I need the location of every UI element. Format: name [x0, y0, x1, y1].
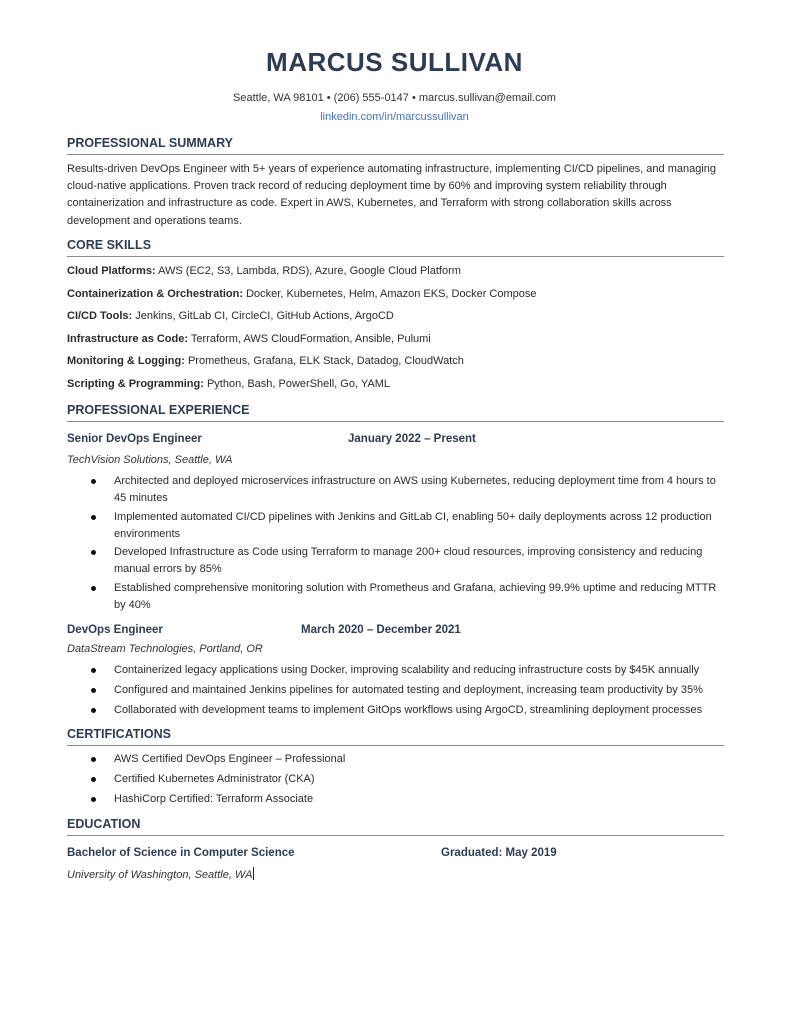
job-title: DevOps Engineer — [67, 624, 163, 636]
summary-text: Results-driven DevOps Engineer with 5+ years of experience automating infrastructure, implementing CI/CD pipelines, and managing cloud-native applications. Proven track record of reducing deployment time by 60% and improving system reliability through containerization and infrastructure as code. Expert in AWS, Kubernetes, and Terraform with strong collaboration skills across development and operations teams. — [67, 163, 717, 227]
job-bullet: Developed Infrastructure as Code using Terraform to manage 200+ cloud resources, improving consistency and reducing manual errors by 85% — [114, 546, 703, 575]
bullet-icon — [91, 586, 96, 591]
text-cursor — [253, 867, 254, 880]
section-heading-skills: CORE SKILLS — [67, 238, 724, 257]
school-line[interactable] — [67, 867, 254, 881]
job-company: DataStream Technologies, Portland, OR — [67, 643, 263, 655]
section-heading-experience: PROFESSIONAL EXPERIENCE — [67, 403, 724, 422]
bullet-icon — [91, 668, 96, 673]
skill-label: Cloud Platforms: — [67, 265, 156, 277]
bullet-icon — [91, 797, 96, 802]
bullet-icon — [91, 688, 96, 693]
section-heading-education: EDUCATION — [67, 817, 724, 836]
job-bullet: Collaborated with development teams to implement GitOps workflows using ArgoCD, streamlining deployment processes — [114, 704, 703, 716]
contact-line: Seattle, WA 98101 • (206) 555-0147 • marcus.sullivan@email.com — [233, 92, 556, 104]
skill-row — [67, 288, 727, 300]
certification-item: Certified Kubernetes Administrator (CKA) — [114, 773, 315, 785]
job-bullet: Implemented automated CI/CD pipelines with Jenkins and GitLab CI, enabling 50+ daily deployments across 12 production environments — [114, 511, 712, 540]
bullet-icon — [91, 515, 96, 520]
section-heading-certifications: CERTIFICATIONS — [67, 727, 724, 746]
candidate-name: MARCUS SULLIVAN — [266, 47, 523, 77]
school-name: University of Washington, Seattle, WA — [67, 869, 253, 881]
certification-item: HashiCorp Certified: Terraform Associate — [114, 793, 314, 805]
bullet-icon — [91, 757, 96, 762]
skill-row — [67, 378, 727, 390]
bullet-icon — [91, 777, 96, 782]
section-heading-summary: PROFESSIONAL SUMMARY — [67, 136, 724, 155]
skill-row — [67, 310, 727, 322]
bullet-icon — [91, 479, 96, 484]
bullet-icon — [91, 550, 96, 555]
bullet-icon — [91, 708, 96, 713]
certification-item: AWS Certified DevOps Engineer – Professional — [114, 753, 346, 765]
job-bullet: Established comprehensive monitoring solution with Prometheus and Grafana, achieving 99.9% uptime and reducing MTTR by 40% — [114, 582, 717, 611]
job-bullet: Architected and deployed microservices infrastructure on AWS using Kubernetes, reducing deployment time from 4 hours to 45 minutes — [114, 475, 716, 504]
skill-label: Containerization & Orchestration: — [67, 288, 244, 300]
graduation-date: Graduated: May 2019 — [441, 847, 557, 859]
skill-label: Monitoring & Logging: — [67, 355, 185, 367]
skill-value: Prometheus, Grafana, ELK Stack, Datadog, CloudWatch — [187, 355, 464, 367]
skill-value: AWS (EC2, S3, Lambda, RDS), Azure, Google Cloud Platform — [158, 265, 461, 277]
skill-value: Jenkins, GitLab CI, CircleCI, GitHub Actions, ArgoCD — [135, 310, 394, 322]
job-bullet: Containerized legacy applications using Docker, improving scalability and reducing infrastructure costs by $45K annually — [114, 664, 700, 676]
job-dates: March 2020 – December 2021 — [301, 624, 461, 636]
linkedin-link[interactable]: linkedin.com/in/marcussullivan — [320, 111, 469, 123]
job-title: Senior DevOps Engineer — [67, 433, 202, 445]
skill-value: Terraform, AWS CloudFormation, Ansible, Pulumi — [190, 333, 431, 345]
job-bullet: Configured and maintained Jenkins pipelines for automated testing and deployment, increasing team productivity by 35% — [114, 684, 703, 696]
degree-title: Bachelor of Science in Computer Science — [67, 847, 295, 859]
skill-label: Scripting & Programming: — [67, 378, 204, 390]
skill-label: Infrastructure as Code: — [67, 333, 189, 345]
job-dates: January 2022 – Present — [348, 433, 476, 445]
skill-value: Docker, Kubernetes, Helm, Amazon EKS, Docker Compose — [246, 288, 537, 300]
skill-value: Python, Bash, PowerShell, Go, YAML — [206, 378, 390, 390]
skill-row — [67, 355, 727, 367]
skill-row — [67, 265, 727, 277]
job-company: TechVision Solutions, Seattle, WA — [67, 454, 233, 466]
skill-row — [67, 333, 727, 345]
skill-label: CI/CD Tools: — [67, 310, 133, 322]
